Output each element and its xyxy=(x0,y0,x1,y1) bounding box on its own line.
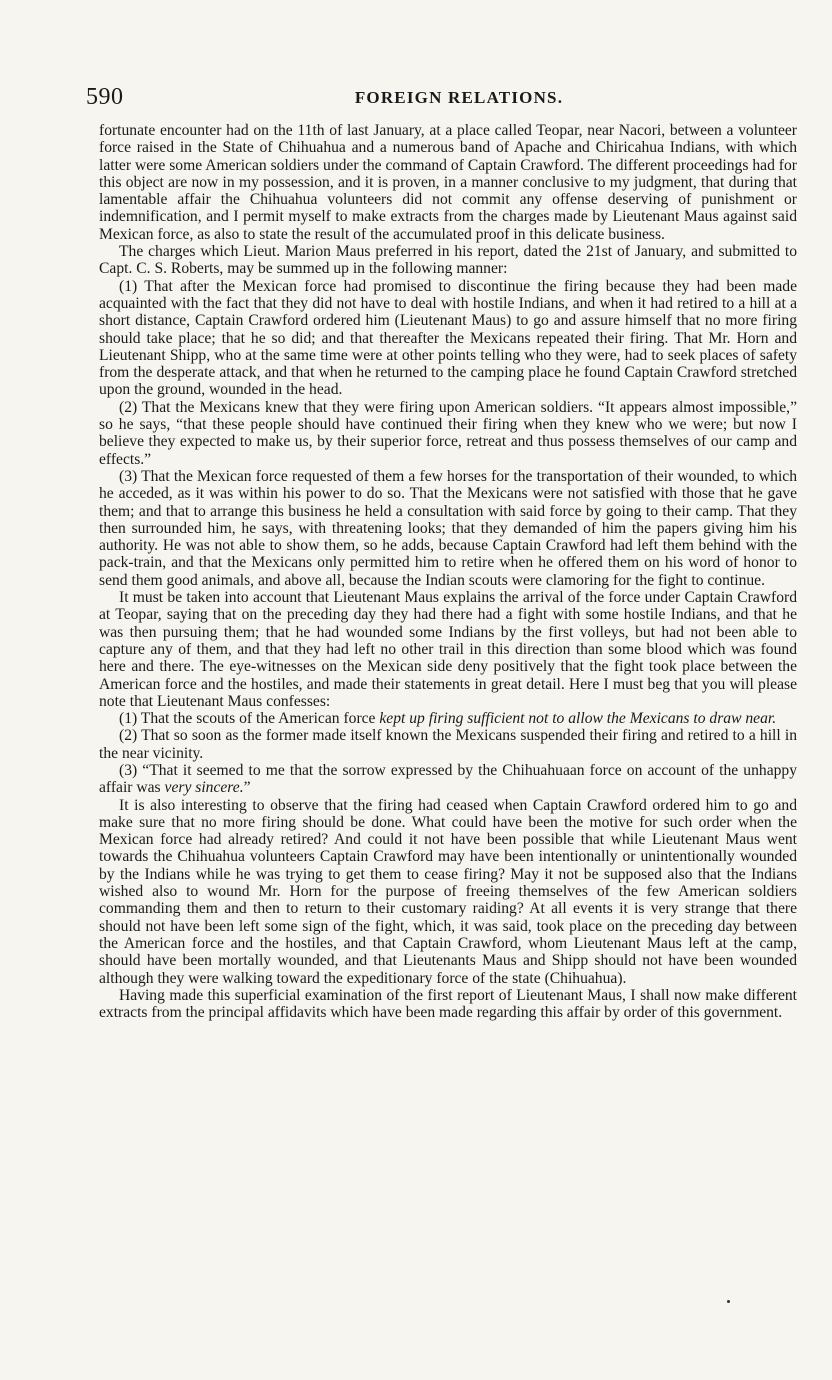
body-text xyxy=(99,122,797,1021)
charge-item-1: (1) That after the Mexican force had promised to discontinue the firing because they had been made acquainted with the fact that they did not have to deal with hostile Indians, and when it had retired to a hill at a short distance, Captain Crawford ordered him (Lieutenant Maus) to go and assure himself that no more firing should take place; that he so did; and that thereafter the Mexicans repeated their firing. That Mr. Horn and Lieutenant Shipp, who at the same time were at other points telling who they were, had to seek places of safety from the desperate attack, and that when he returned to the camping place he found Captain Crawford stretched upon the ground, wounded in the head. xyxy=(99,277,797,399)
paragraph-closing: Having made this superficial examination of the first report of Lieutenant Maus, I shall now make different extracts from the principal affidavits which have been made regarding this affair by order of this government. xyxy=(99,986,797,1022)
page-number: 590 xyxy=(86,84,124,110)
confession-item-1-italic: kept up firing sufficient not to allow the Mexicans to draw near. xyxy=(379,710,777,728)
charge-item-3: (3) That the Mexican force requested of them a few horses for the transportation of their wounded, to which he acceded, as it was within his power to do so. That the Mexicans were not satisfied with those that he gave them; and that to arrange this business he held a consultation with said force by going to their camp. That they then surrounded him, he says, with threatening looks; that they demanded of him the papers giving him his authority. He was not able to show them, so he adds, because Captain Crawford had left them behind with the pack-train, and that the Mexicans only permitted him to retire when he offered them on his word of honor to send them good animals, and above all, because the Indian scouts were clamoring for the fight to continue. xyxy=(99,467,797,589)
confession-item-3-italic: very sincere. xyxy=(164,779,244,797)
confession-item-3-close: ” xyxy=(243,779,251,797)
paragraph-arrival: It must be taken into account that Lieutenant Maus explains the arrival of the force under Captain Crawford at Teopar, saying that on the preceding day they had there had a fight with some hostile Indians, and that he was then pursuing them; that he had wounded some Indians by the first volleys, but had not been able to capture any of them, and that they had left no other trail in this direction than some blood which was found here and there. The eye-witnesses on the Mexican side deny positively that the fight took place between the American force and the hostiles, and made their statements in great detail. Here I must beg that you will please note that Lieutenant Maus confesses: xyxy=(99,589,797,710)
paragraph-observation: It is also interesting to observe that the firing had ceased when Captain Crawford ordered him to go and make sure that no more firing should be done. What could have been the motive for such order when the Mexican force had already retired? And could it not have been possible that while Lieutenant Maus went towards the Chihuahua volunteers Captain Crawford may have been intentionally or unintentionally wounded by the Indians while he was trying to get them to cease firing? May it not be supposed also that the Indians wished also to wound Mr. Horn for the purpose of freeing themselves of the few American soldiers commanding them and then to return to their customary raiding? At all events it is very strange that there should not have been left some sign of the fight, which, it was said, took place on the preceding day between the American force and the hostiles, and that Captain Crawford, whom Lieutenant Maus left at the camp, should have been mortally wounded, and that Lieutenants Maus and Shipp should not have been wounded although they were walking toward the expeditionary force of the state (Chihuahua). xyxy=(99,796,797,987)
confession-item-1 xyxy=(99,710,797,727)
confession-item-3 xyxy=(99,762,797,797)
confession-item-1-text: (1) That the scouts of the American force xyxy=(119,710,380,728)
ink-speck xyxy=(727,1300,730,1303)
paragraph-continued: fortunate encounter had on the 11th of last January, at a place called Teopar, near Nacori, between a volunteer force raised in the State of Chihuahua and a numerous band of Apache and Chiricahua Indians, with which latter were some American soldiers under the command of Captain Crawford. The different proceedings had for this object are now in my possession, and it is proven, in a manner conclusive to my judgment, that during that lamentable affair the Chihuahua volunteers did not commit any offense deserving of punishment or indemnification, and I permit myself to make extracts from the charges made by Lieutenant Maus against said Mexican force, as also to state the result of the accumulated proof in this delicate business. xyxy=(99,122,797,243)
running-head: FOREIGN RELATIONS. xyxy=(354,88,564,107)
charge-item-2: (2) That the Mexicans knew that they were firing upon American soldiers. “It appears almost impossible,” so he says, “that these people should have continued their firing when they knew who we were; but now I believe they expected to make us, by their superior force, retreat and thus possess themselves of our camp and effects.” xyxy=(99,398,797,468)
page-header xyxy=(86,84,792,114)
confession-item-3-text: (3) “That it seemed to me that the sorrow expressed by the Chihuahuaan force on account of the unhappy affair was xyxy=(99,761,797,797)
confession-item-2: (2) That so soon as the former made itself known the Mexicans suspended their firing and retired to a hill in the near vicinity. xyxy=(99,727,797,762)
paragraph-charges-intro: The charges which Lieut. Marion Maus preferred in his report, dated the 21st of January, and submitted to Capt. C. S. Roberts, may be summed up in the following manner: xyxy=(99,243,797,278)
